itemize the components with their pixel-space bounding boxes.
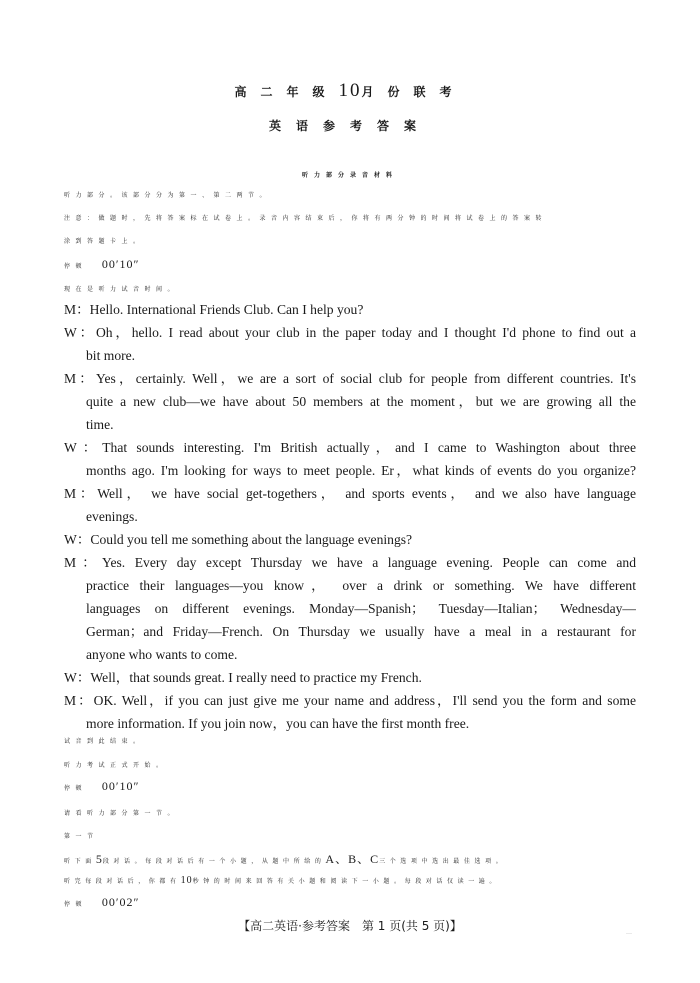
title-suffix: 月份联考 [361,85,466,99]
instr-text: 秒钟的时间来回答有关小题和阅读下一小题。每段对话仅读一遍。 [192,878,501,885]
dialog-line: languages on different evenings. Monday—Spanish； Tuesday—Italian； Wednesday— [86,601,636,616]
intro-line-1: 听力部分。该部分分为第一、第二两节。 [64,192,272,199]
page-footer: 【高二英语·参考答案 第 1 页(共 5 页)】 [238,919,462,933]
dialog-line: M：Well， we have social get-togethers， and sports events， and we also have language [64,486,636,501]
page-subtitle: 英语参考答案 [268,119,431,133]
dialog-line: W：Oh，hello. I read about your club in the paper today and I thought I'd phone to find out a [64,325,636,340]
instr-text: 听完每段对话后，你都有 [64,878,181,885]
dialog-line: German；and Friday—French. On Thursday we usually have a meal in a restaurant for [86,624,636,639]
instr-options: A、B、C [325,852,380,866]
dialog-line: W：Well，that sounds great. I really need to practice my French. [64,670,422,685]
dialog-line: M：Yes. Every day except Thursday we have a language evening. People can come and [64,555,636,570]
intro-line-2: 注意：做题时，先将答案标在试卷上。录音内容结束后，你将有两分钟的时间将试卷上的答案转 [64,215,548,222]
dialog-line: more information. If you join now，you can have the first month free. [86,716,470,731]
dialog-line: quite a new club—we have about 50 members at the moment，but we are growing all the [86,394,636,409]
pause-2 [64,779,139,794]
pause-3 [64,895,139,910]
page-title [0,80,700,102]
instruction-line-1 [64,850,506,867]
pause-time: 00′10″ [101,257,140,271]
dialog-line: evenings. [86,509,138,524]
dialog-line: practice their languages—you know， over a drink or something. We have different [86,578,636,593]
dialog-line: W：That sounds interesting. I'm British actually，and I came to Washington about three [64,440,636,455]
title-number: 10 [338,80,362,101]
title-prefix: 高二年级 [234,85,339,99]
instr-number: 5 [95,852,103,866]
pause-time: 00′10″ [101,779,140,793]
dialog-line: time. [86,417,114,432]
dialog-line: M：Hello. International Friends Club. Can I help you? [64,302,364,317]
instruction-line-2 [64,875,500,886]
dialog-line: W：Could you tell me something about the language evenings? [64,532,413,547]
instr-text: 听下面 [64,858,96,865]
pause-label: 停顿 [64,901,88,908]
dialog-line: M：Yes，certainly. Well，we are a sort of social club for people from different countries. It's [64,371,636,386]
dialog-line: anyone who wants to come. [86,647,238,662]
instr-number: 10 [180,875,193,886]
pause-label: 停顿 [64,785,88,792]
section-header: 听力部分录音材料 [301,172,398,179]
pause-label: 停顿 [64,263,88,270]
corner-mark: … [626,929,632,936]
dialog-line: months ago. I'm looking for ways to meet people. Er，what kinds of events do you organize? [86,463,636,478]
section1-intro: 请看听力部分第一节。 [64,810,180,817]
dialog-line: M：OK. Well，if you can just give me your name and address，I'll send you the form and some [64,693,636,708]
pause-time: 00′02″ [101,895,140,909]
trial-label: 现在是听力试音时间。 [64,286,180,293]
dialog-line: bit more. [86,348,136,363]
exam-start: 听力考试正式开始。 [64,762,168,769]
section1-label: 第一节 [64,833,99,840]
pause-1 [64,257,139,272]
instr-text: 段对话。每段对话后有一个小题，从题中所给的 [102,858,326,865]
instr-text: 三个选项中选出最佳选项。 [379,858,507,865]
intro-line-3: 涂到答题卡上。 [64,238,145,245]
trial-end: 试音到此结束。 [64,738,145,745]
